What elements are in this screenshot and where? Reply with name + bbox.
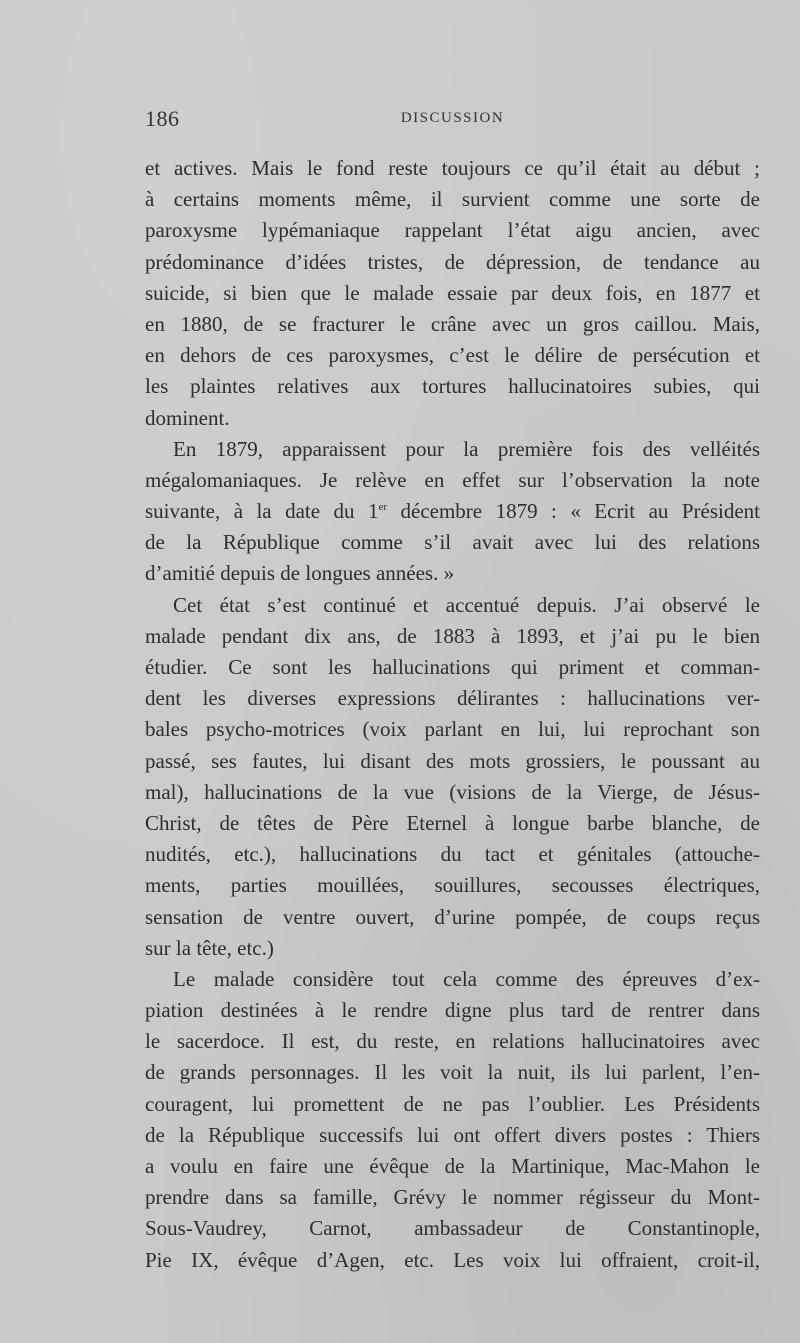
- text-line: Christ, de têtes de Père Eternel à longue barbe blanche, de: [145, 810, 760, 835]
- text-line: à certains moments même, il survient comme une sorte de: [145, 187, 760, 212]
- text-line: dominent.: [145, 405, 230, 430]
- text-line: Sous-Vaudrey, Carnot, ambassadeur de Constantinople,: [145, 1216, 760, 1241]
- text-line: couragent, lui promettent de ne pas l’oublier. Les Présidents: [145, 1091, 760, 1116]
- text-line: en 1880, de se fracturer le crâne avec un gros caillou. Mais,: [145, 311, 760, 336]
- text-line: le sacerdoce. Il est, du reste, en relations hallucinatoires avec: [145, 1029, 760, 1054]
- text-line: prendre dans sa famille, Grévy le nommer régisseur du Mont-: [145, 1185, 760, 1210]
- body-text: [145, 153, 760, 1276]
- text-line: de grands personnages. Il les voit la nuit, ils lui parlent, l’en-: [145, 1060, 760, 1085]
- text-line: paroxysme lypémaniaque rappelant l’état aigu ancien, avec: [145, 218, 760, 243]
- text-line: sensation de ventre ouvert, d’urine pompée, de coups reçus: [145, 904, 760, 929]
- text-line: bales psycho-motrices (voix parlant en lui, lui reprochant son: [145, 717, 760, 742]
- text-line: suicide, si bien que le malade essaie par deux fois, en 1877 et: [145, 280, 760, 305]
- section-title: DISCUSSION: [400, 110, 505, 126]
- text-line: suivante, à la date du 1er décembre 1879 : « Ecrit au Président: [145, 499, 761, 524]
- text-line: Le malade considère tout cela comme des épreuves d’ex-: [173, 966, 760, 991]
- text-line: malade pendant dix ans, de 1883 à 1893, et j’ai pu le bien: [145, 623, 760, 648]
- text-line: de la République comme s’il avait avec lui des relations: [145, 530, 760, 555]
- paragraph: [145, 590, 760, 964]
- running-head: [145, 106, 760, 136]
- text-line: ments, parties mouillées, souillures, secousses électriques,: [145, 873, 760, 898]
- text-line: les plaintes relatives aux tortures hallucinatoires subies, qui: [145, 374, 760, 399]
- text-line: en dehors de ces paroxysmes, c’est le délire de persécution et: [145, 343, 760, 368]
- text-line: Cet état s’est continué et accentué depuis. J’ai observé le: [173, 592, 760, 617]
- text-line: étudier. Ce sont les hallucinations qui priment et comman-: [145, 655, 760, 679]
- text-line: passé, ses fautes, lui disant des mots grossiers, le poussant au: [145, 748, 760, 773]
- text-line: d’amitié depuis de longues années. »: [145, 561, 455, 586]
- text-line: En 1879, apparaissent pour la première fois des velléités: [173, 436, 760, 461]
- text-line: Pie IX, évêque d’Agen, etc. Les voix lui offraient, croit-il,: [145, 1247, 760, 1272]
- text-line: dent les diverses expressions délirantes : hallucinations ver-: [145, 686, 760, 711]
- paragraph: [145, 153, 760, 434]
- text-line: mal), hallucinations de la vue (visions de la Vierge, de Jésus-: [145, 779, 760, 804]
- text-line: sur la tête, etc.): [145, 935, 274, 960]
- text-line: a voulu en faire une évêque de la Martinique, Mac-Mahon le: [145, 1154, 760, 1178]
- text-line: mégalomaniaques. Je relève en effet sur l’observation la note: [145, 467, 760, 492]
- page-number: 186: [145, 106, 180, 131]
- text-line: de la République successifs lui ont offert divers postes : Thiers: [145, 1122, 760, 1147]
- text-line: prédominance d’idées tristes, de dépression, de tendance au: [145, 249, 760, 274]
- paragraph: [145, 964, 760, 1276]
- text-line: et actives. Mais le fond reste toujours ce qu’il était au début ;: [145, 156, 760, 180]
- paragraph: [145, 434, 760, 590]
- text-line: nudités, etc.), hallucinations du tact et génitales (attouche-: [145, 842, 760, 867]
- text-line: piation destinées à le rendre digne plus tard de rentrer dans: [145, 998, 760, 1023]
